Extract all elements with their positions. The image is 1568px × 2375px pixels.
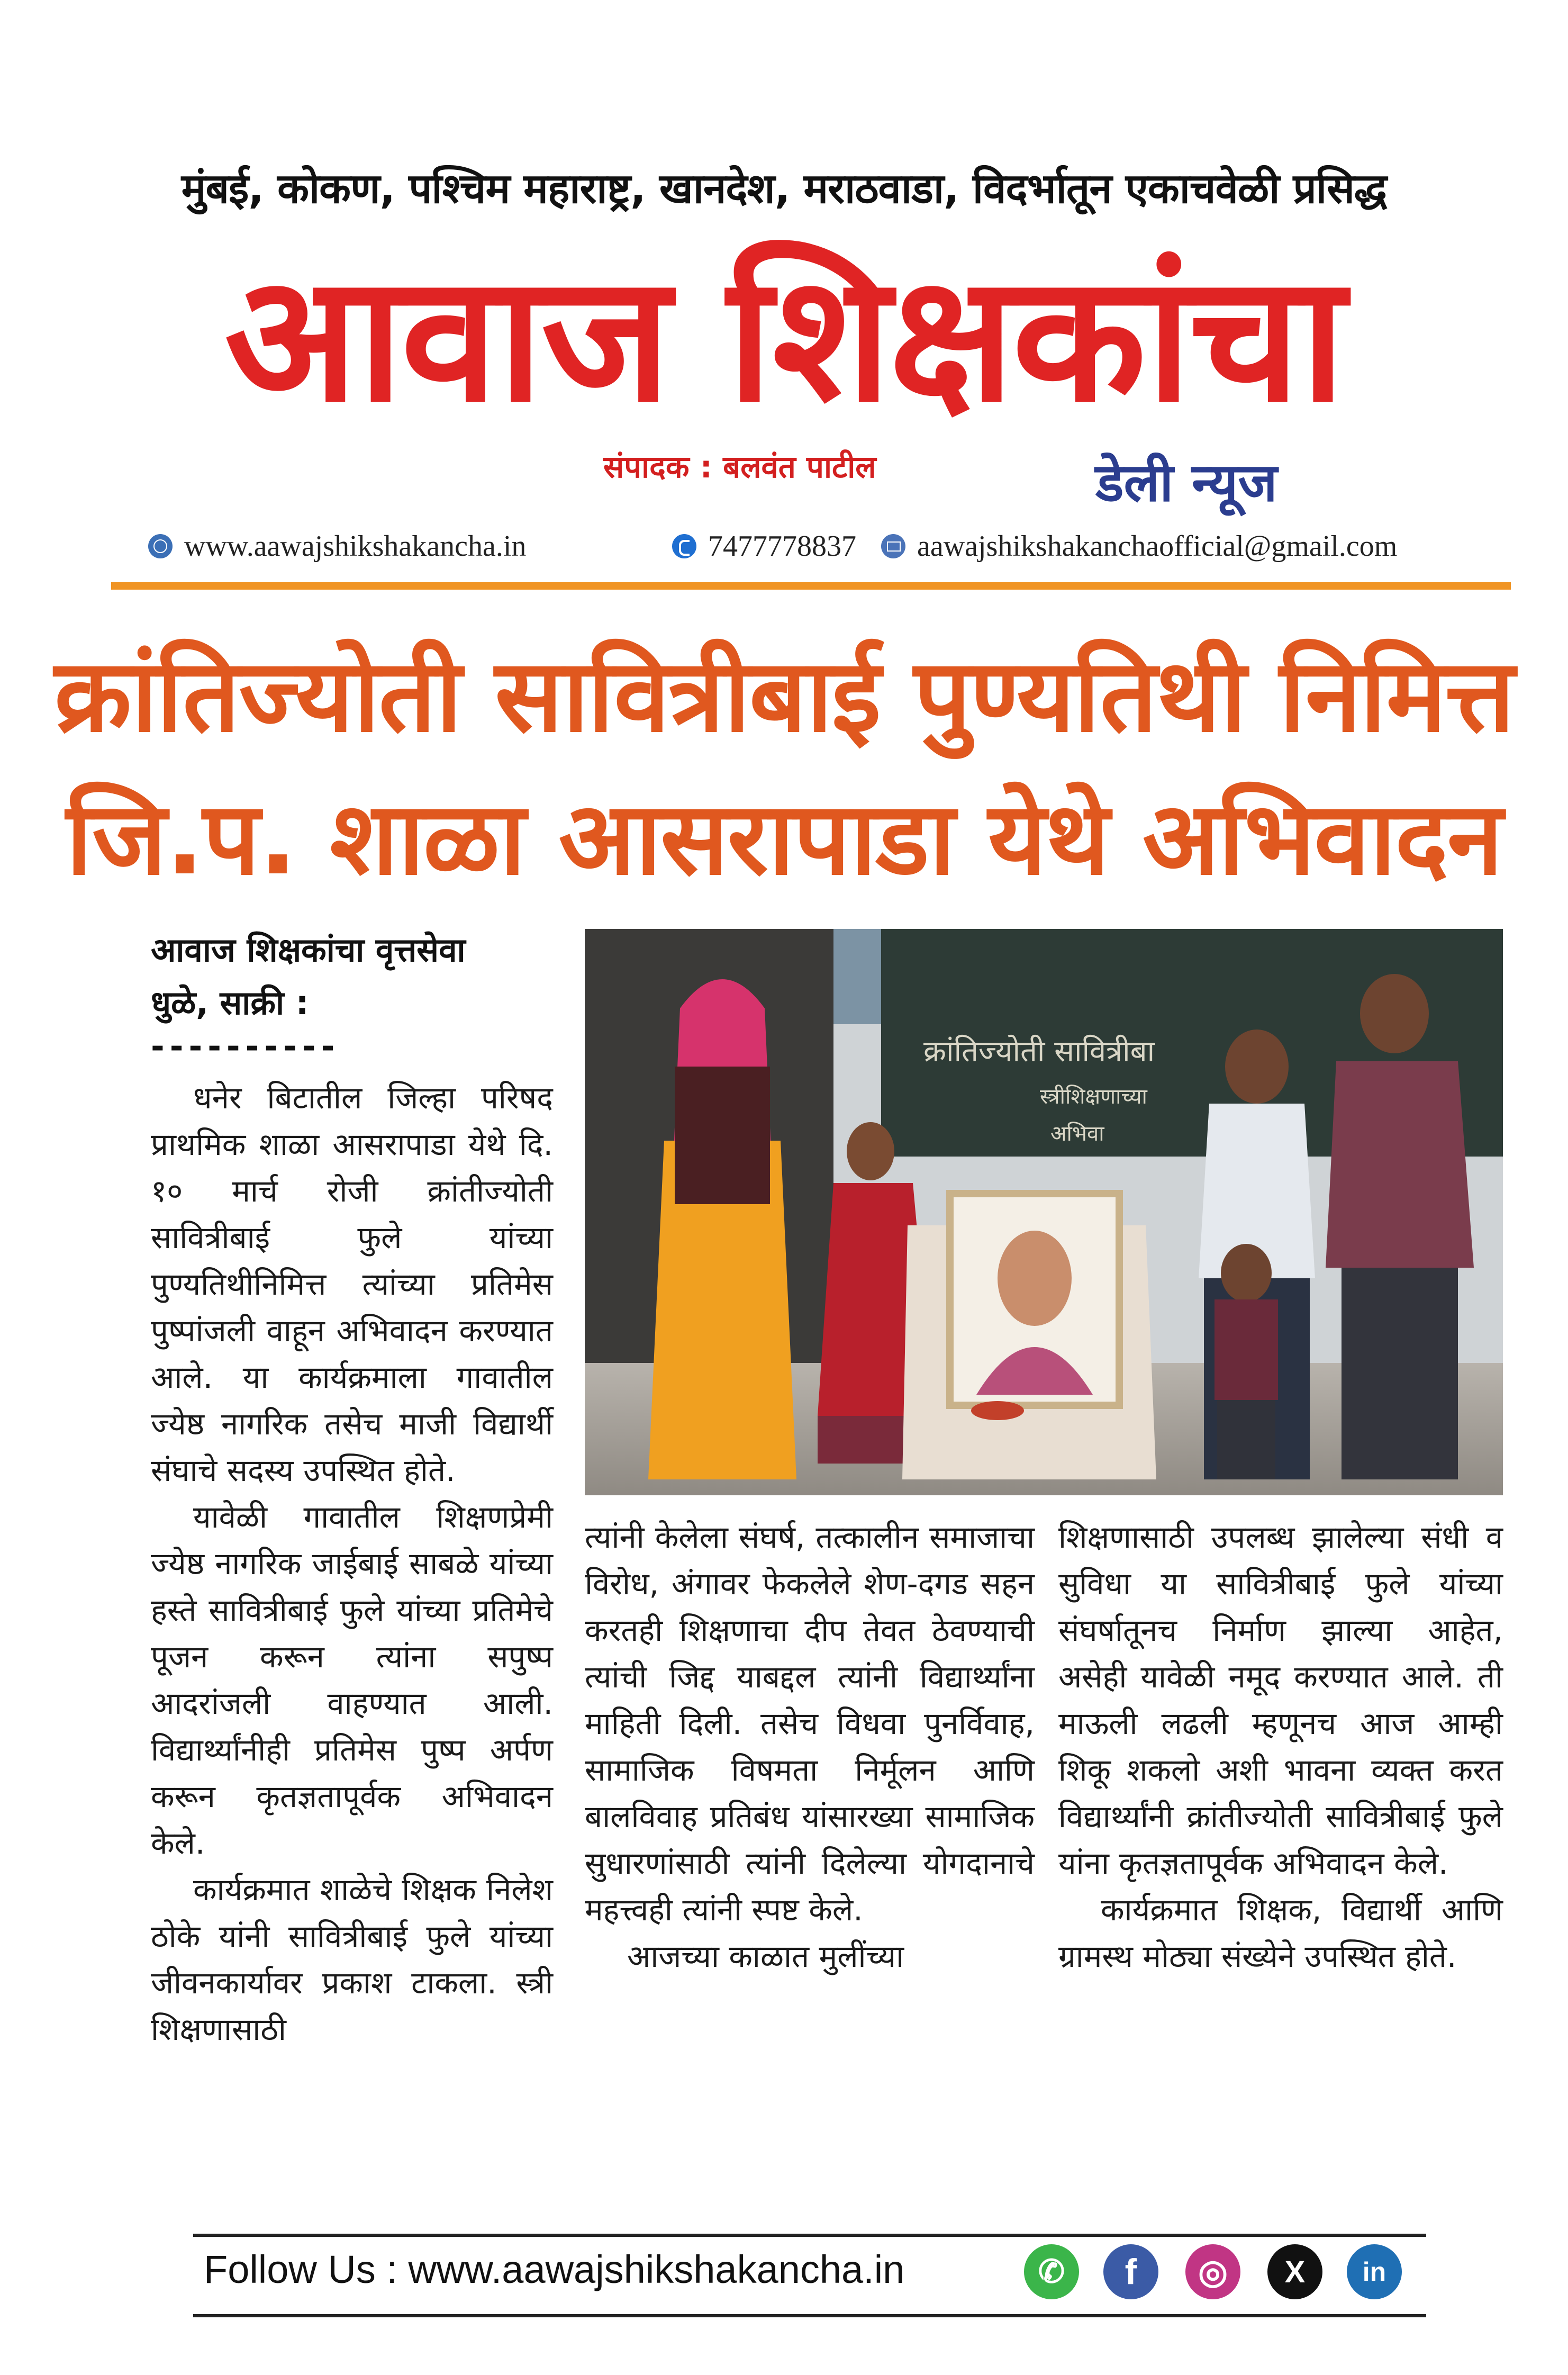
dateline: धुळे, साक्री : xyxy=(151,983,309,1022)
paragraph: कार्यक्रमात शिक्षक, विद्यार्थी आणि ग्रामस्थ मोठ्या संख्येने उपस्थित होते. xyxy=(1058,1892,1503,1974)
tagline: मुंबई, कोकण, पश्चिम महाराष्ट्र, खानदेश, मराठवाडा, विदर्भातून एकाचवेळी प्रसिद्ध xyxy=(181,165,1387,213)
website-link[interactable]: www.aawajshikshakancha.in xyxy=(184,530,527,563)
paragraph: आजच्या काळात मुलींच्या xyxy=(627,1938,904,1974)
website-contact[interactable] xyxy=(148,529,526,563)
mail-icon xyxy=(881,534,905,558)
editor-credit: संपादक : बलवंत पाटील xyxy=(603,449,876,485)
paragraph: यावेळी गावातील शिक्षणप्रेमी ज्येष्ठ नागरिक जाईबाई साबळे यांच्या हस्ते सावित्रीबाई फुले यांच्या प्रतिमेचे पूजन करून त्यांना सपुष्प आदरांजली वाहण्यात आली. विद्यार्थ्यांनीही प्रतिमेस पुष्प अर्पण करून कृतज्ञतापूर्वक अभिवादन केले. xyxy=(151,1499,553,1861)
header-divider xyxy=(111,582,1511,590)
event-photo xyxy=(585,929,1503,1495)
paragraph: शिक्षणासाठी उपलब्ध झालेल्या संधी व सुविधा या सावित्रीबाई फुले यांच्या संघर्षातूनच निर्माण झाल्या आहेत, असेही यावेळी नमूद करण्यात आले. ती माऊली लढली म्हणूनच आज आम्ही शिकू शकलो अशी भावना व्यक्त करत विद्यार्थ्यांनी क्रांतीज्योती सावित्रीबाई फुले यांना कृतज्ञतापूर्वक अभिवादन केले. xyxy=(1058,1519,1503,1881)
phone-contact[interactable] xyxy=(672,529,856,563)
phone-icon xyxy=(672,534,696,558)
article-column-1 xyxy=(151,1074,553,2053)
email-contact[interactable] xyxy=(881,529,1397,563)
headline-line-1: क्रांतिज्योती सावित्रीबाई पुण्यतिथी निमित्त xyxy=(54,637,1514,754)
board-text: अभिवा xyxy=(1050,1122,1104,1146)
board-text: क्रांतिज्योती सावित्रीबा xyxy=(923,1034,1155,1069)
x-icon[interactable]: X xyxy=(1267,2244,1322,2299)
footer-rule-bottom xyxy=(193,2314,1426,2317)
bureau-name: आवाज शिक्षकांचा वृत्तसेवा xyxy=(151,931,466,969)
globe-icon xyxy=(148,534,173,558)
paragraph: धनेर बिटातील जिल्हा परिषद प्राथमिक शाळा आसरापाडा येथे दि. १० मार्च रोजी क्रांतीज्योती सावित्रीबाई फुले यांच्या पुण्यतिथीनिमित्त त्यांच्या प्रतिमेस पुष्पांजली वाहून अभिवादन करण्यात आले. या कार्यक्रमाला गावातील ज्येष्ठ नागरिक तसेच माजी विद्यार्थी संघाचे सदस्य उपस्थित होते. xyxy=(151,1080,553,1488)
email-link[interactable]: aawajshikshakanchaofficial@gmail.com xyxy=(917,530,1398,563)
instagram-icon[interactable]: ◎ xyxy=(1185,2244,1240,2299)
phone-number[interactable]: 7477778837 xyxy=(708,530,856,563)
whatsapp-icon[interactable]: ✆ xyxy=(1024,2244,1079,2299)
paragraph: त्यांनी केलेला संघर्ष, तत्कालीन समाजाचा विरोध, अंगावर फेकलेले शेण-दगड सहन करतही शिक्षणाचा दीप तेवत ठेवण्याची त्यांची जिद्द याबद्दल त्यांनी विद्यार्थ्यांना माहिती दिली. तसेच विधवा पुनर्विवाह, सामाजिक विषमता निर्मूलन आणि बालविवाह प्रतिबंध यांसारख्या सामाजिक सुधारणांसाठी त्यांनी दिलेल्या योगदानाचे महत्त्वही त्यांनी स्पष्ट केले. xyxy=(585,1519,1035,1928)
headline-line-2: जि.प. शाळा आसरापाडा येथे अभिवादन xyxy=(66,780,1502,897)
article-column-2 xyxy=(585,1514,1035,1980)
edition-label: डेली न्यूज xyxy=(1095,451,1277,513)
linkedin-icon[interactable]: in xyxy=(1347,2244,1402,2299)
byline xyxy=(151,924,466,1030)
masthead-title: आवाज शिक्षकांचा xyxy=(224,237,1344,440)
follow-us[interactable]: Follow Us : www.aawajshikshakancha.in xyxy=(204,2247,905,2291)
paragraph: कार्यक्रमात शाळेचे शिक्षक निलेश ठोके यांनी सावित्रीबाई फुले यांच्या जीवनकार्यावर प्रकाश टाकला. स्त्री शिक्षणासाठी xyxy=(151,1872,553,2047)
facebook-icon[interactable]: f xyxy=(1103,2244,1158,2299)
byline-divider: ---------- xyxy=(151,1027,340,1065)
article-column-3 xyxy=(1058,1514,1503,1980)
footer-rule-top xyxy=(193,2234,1426,2237)
board-text: स्त्रीशिक्षणाच्या xyxy=(1040,1085,1147,1109)
